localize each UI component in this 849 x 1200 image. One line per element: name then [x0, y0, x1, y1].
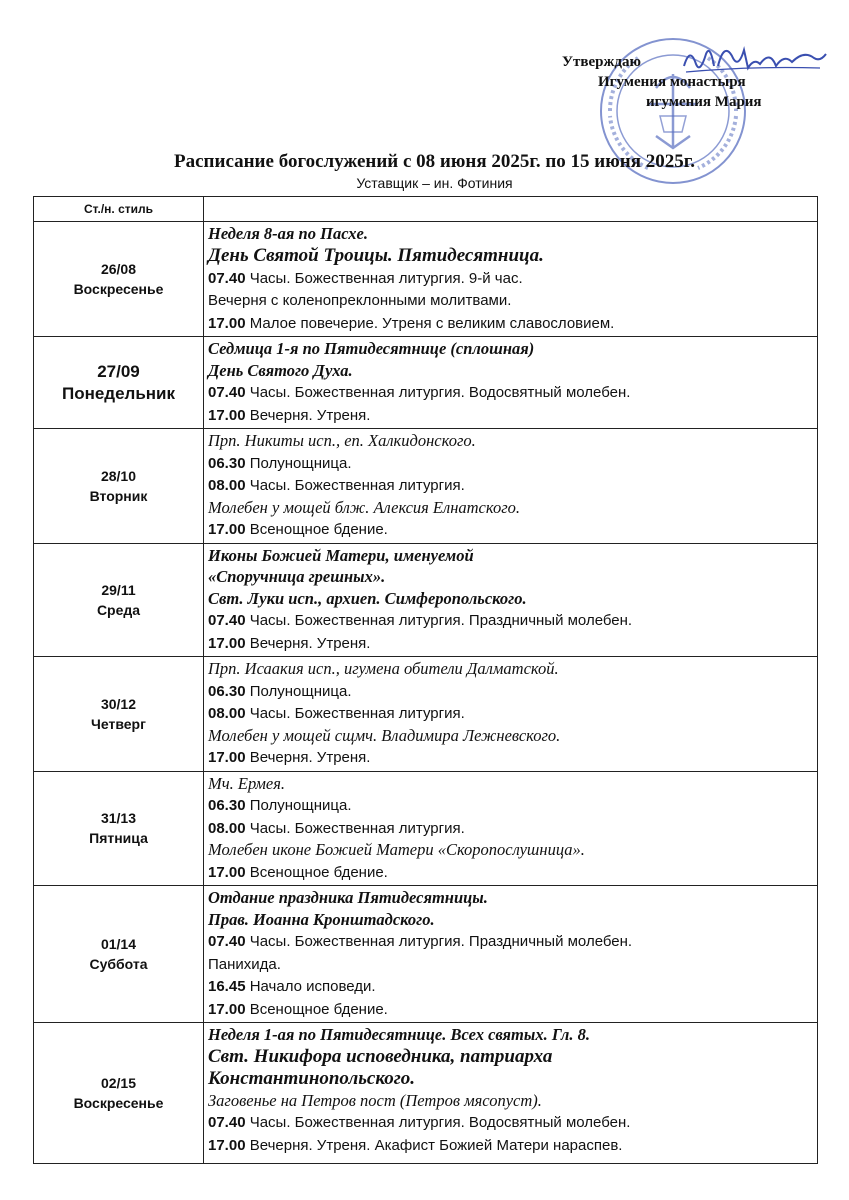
service-line — [208, 702, 813, 725]
service-time: 06.30 — [208, 454, 246, 472]
service-line: Заговенье на Петров пост (Петров мясопуст). — [208, 1090, 542, 1110]
approval-line: Утверждаю — [562, 54, 641, 70]
service-text: Часы. Божественная литургия. 9-й час. — [245, 269, 523, 287]
service-text: Полунощница. — [245, 454, 352, 472]
weekday: Четверг — [91, 715, 146, 732]
service-text: Полунощница. — [245, 682, 352, 700]
services-cell — [204, 657, 818, 772]
day-cell — [34, 771, 204, 886]
service-text: Всенощное бдение. — [245, 863, 388, 881]
services-cell — [204, 543, 818, 657]
services-cell — [204, 1023, 818, 1164]
table-row — [34, 337, 818, 429]
column-header-style: Ст./н. стиль — [34, 197, 204, 222]
weekday: Пятница — [89, 830, 148, 847]
day-cell — [34, 429, 204, 544]
service-time: 07.40 — [208, 1114, 246, 1131]
service-text: Вечерня. Утреня. Акафист Божией Матери нараспев. — [245, 1136, 623, 1154]
service-text: Всенощное бдение. — [245, 1000, 388, 1018]
service-time: 06.30 — [208, 797, 246, 814]
weekday: Воскресенье — [73, 1095, 164, 1111]
services-cell — [204, 771, 818, 886]
service-text: Вечерня. Утреня. — [245, 749, 371, 766]
feast-title: Неделя 8-ая по Пасхе. — [208, 224, 368, 243]
service-time: 17.00 — [208, 1136, 246, 1154]
feast-title: Константинопольского. — [208, 1067, 415, 1089]
service-text: Начало исповеди. — [245, 978, 376, 995]
service-time: 08.00 — [208, 819, 246, 837]
service-line — [208, 746, 813, 769]
feast-title: День Святой Троицы. Пятидесятница. — [208, 244, 544, 266]
feast-title: Седмица 1-я по Пятидесятнице (сплошная) — [208, 339, 535, 358]
service-text: Вечерня с коленопреклонными молитвами. — [208, 292, 512, 309]
approval-name: игумения Мария — [646, 94, 762, 110]
table-row — [34, 429, 818, 544]
service-time: 06.30 — [208, 682, 246, 700]
service-text: Часы. Божественная литургия. Праздничный молебен. — [245, 933, 633, 950]
service-text: Часы. Божественная литургия. — [245, 819, 465, 837]
feast-title: Неделя 1-ая по Пятидесятнице. Всех святых. Гл. 8. — [208, 1025, 591, 1044]
service-text: Полунощница. — [245, 797, 352, 814]
date: 27/09 — [97, 361, 140, 381]
service-line — [208, 998, 813, 1021]
service-time: 07.40 — [208, 269, 246, 287]
service-line — [208, 817, 813, 840]
service-line: Молебен у мощей блж. Алексия Елнатского. — [208, 497, 521, 517]
service-line — [208, 975, 813, 998]
service-text: Часы. Божественная литургия. — [245, 705, 465, 722]
table-row — [34, 657, 818, 772]
saint-commemoration: Мч. Ермея. — [208, 773, 286, 793]
service-time: 07.40 — [208, 612, 246, 629]
date: 31/13 — [100, 810, 137, 827]
service-time: 07.40 — [208, 384, 246, 401]
service-line — [208, 474, 813, 497]
day-cell — [34, 337, 204, 429]
service-time: 17.00 — [208, 521, 246, 538]
service-line — [208, 381, 813, 404]
services-cell — [204, 337, 818, 429]
service-line — [208, 953, 813, 976]
page-subtitle: Уставщик – ин. Фотиния — [356, 175, 513, 191]
approval-block — [560, 52, 810, 112]
table-row — [34, 543, 818, 657]
day-cell — [34, 886, 204, 1023]
feast-title: Свт. Никифора исповедника, патриарха — [208, 1045, 553, 1067]
service-time: 17.00 — [208, 406, 246, 424]
saint-commemoration: Прп. Исаакия исп., игумена обители Далматской. — [208, 659, 559, 678]
service-line — [208, 289, 813, 312]
service-line — [208, 312, 813, 335]
service-line — [208, 930, 813, 953]
feast-title: Иконы Божией Матери, именуемой — [208, 545, 474, 565]
service-line — [208, 861, 813, 884]
column-header-services — [204, 197, 818, 222]
page-title: Расписание богослужений с 08 июня 2025г. по 15 июня 2025г. — [174, 151, 695, 172]
service-line — [208, 1134, 813, 1157]
service-time: 17.00 — [208, 749, 246, 766]
service-line — [208, 267, 813, 290]
service-text: Часы. Божественная литургия. Праздничный молебен. — [245, 612, 633, 629]
table-row — [34, 771, 818, 886]
service-line — [208, 1111, 813, 1134]
weekday: Воскресенье — [73, 281, 164, 297]
service-time: 08.00 — [208, 705, 246, 722]
service-time: 16.45 — [208, 978, 246, 995]
saint-commemoration: Прп. Никиты исп., еп. Халкидонского. — [208, 431, 476, 450]
date: 26/08 — [100, 261, 137, 277]
day-cell — [34, 657, 204, 772]
weekday: Вторник — [89, 487, 148, 504]
approval-position: Игумения монастыря — [598, 74, 746, 90]
table-header-row — [34, 197, 818, 222]
service-time: 08.00 — [208, 477, 246, 494]
feast-title: «Споручница грешных». — [208, 567, 386, 586]
date: 01/14 — [100, 936, 137, 952]
service-text: Всенощное бдение. — [245, 521, 388, 538]
date: 29/11 — [101, 581, 136, 598]
services-cell — [204, 886, 818, 1023]
services-cell — [204, 222, 818, 337]
service-time: 17.00 — [208, 634, 246, 652]
service-text: Часы. Божественная литургия. — [245, 477, 465, 494]
service-text: Вечерня. Утреня. — [245, 634, 371, 652]
service-text: Панихида. — [208, 955, 281, 973]
service-time: 17.00 — [208, 1000, 246, 1018]
service-line — [208, 680, 813, 703]
service-line: Молебен у мощей сщмч. Владимира Лежневского. — [208, 725, 561, 745]
day-cell — [34, 222, 204, 337]
service-line — [208, 794, 813, 817]
weekday: Понедельник — [61, 383, 176, 403]
schedule-table — [33, 196, 818, 1164]
service-text: Вечерня. Утреня. — [245, 406, 371, 424]
weekday: Суббота — [89, 956, 148, 972]
service-line — [208, 609, 813, 632]
day-cell — [34, 1023, 204, 1164]
weekday: Среда — [96, 601, 141, 618]
service-line — [208, 518, 813, 541]
service-time: 17.00 — [208, 314, 246, 332]
services-cell — [204, 429, 818, 544]
table-row — [34, 222, 818, 337]
feast-title: Свт. Луки исп., архиеп. Симферопольского. — [208, 588, 527, 608]
service-text: Часы. Божественная литургия. Водосвятный молебен. — [245, 384, 631, 401]
service-line: Молебен иконе Божией Матери «Скоропослушница». — [208, 840, 585, 859]
service-line — [208, 404, 813, 427]
service-line — [208, 632, 813, 655]
day-cell — [34, 543, 204, 657]
date: 30/12 — [100, 695, 137, 712]
service-time: 07.40 — [208, 933, 246, 950]
service-text: Малое повечерие. Утреня с великим славословием. — [245, 314, 615, 332]
table-row — [34, 886, 818, 1023]
service-text: Часы. Божественная литургия. Водосвятный молебен. — [245, 1114, 631, 1131]
date: 02/15 — [100, 1075, 137, 1091]
feast-title: День Святого Духа. — [208, 360, 353, 380]
feast-title: Прав. Иоанна Кронштадского. — [208, 909, 435, 929]
date: 28/10 — [100, 467, 137, 484]
service-time: 17.00 — [208, 863, 246, 881]
service-line — [208, 452, 813, 475]
feast-title: Отдание праздника Пятидесятницы. — [208, 888, 488, 907]
table-row — [34, 1023, 818, 1164]
